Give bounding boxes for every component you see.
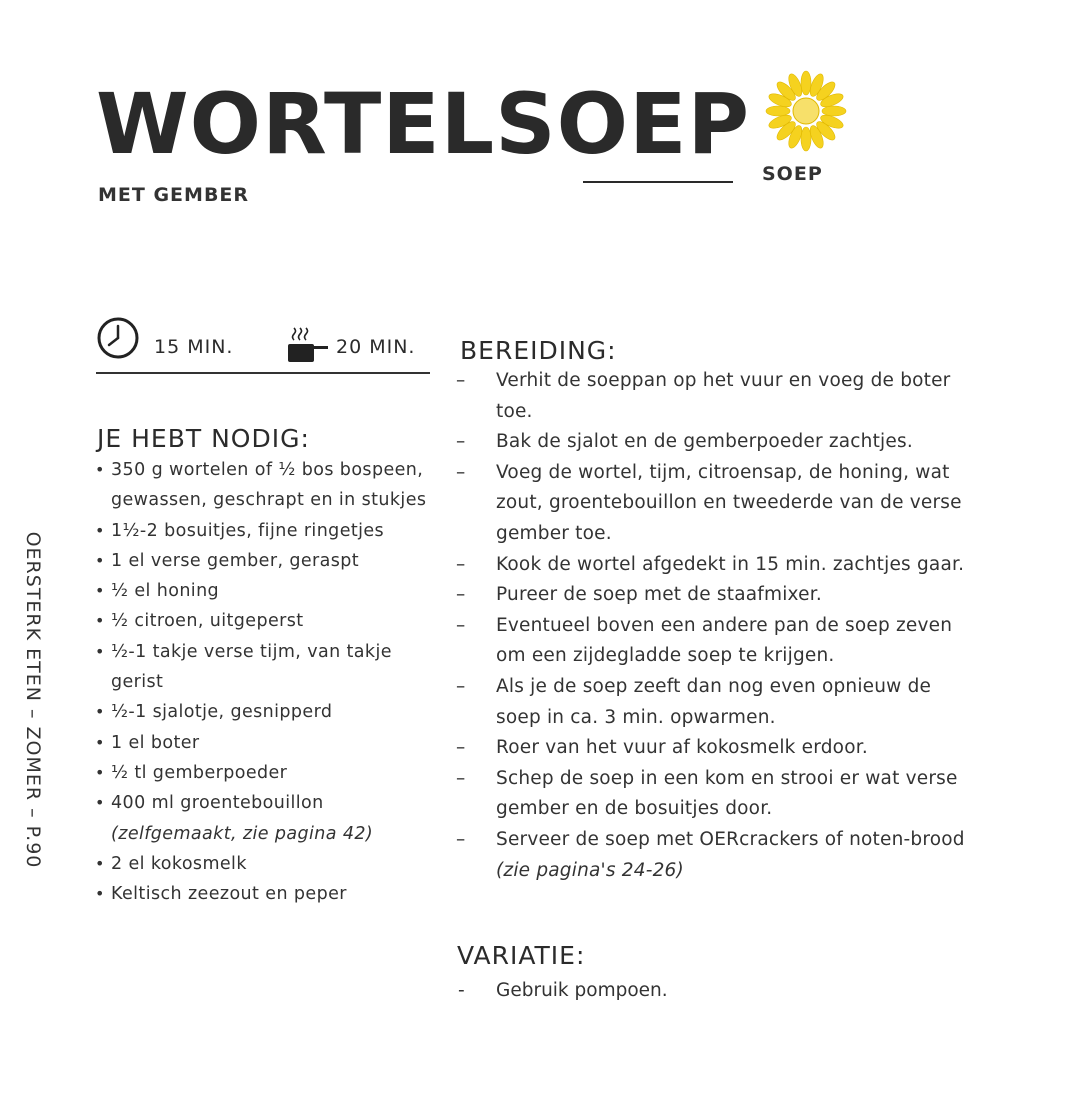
sun-icon <box>760 65 852 157</box>
ingredient-item-text: ½ tl gemberpoeder <box>111 762 288 783</box>
ingredient-item-text: 1 el boter <box>111 732 200 753</box>
ingredient-item-text: Keltisch zeezout en peper <box>111 884 347 905</box>
preparation-step <box>456 427 976 458</box>
recipe-title: WORTELSOEP <box>96 75 751 173</box>
preparation-step-note: (zie pagina's 24-26) <box>496 859 684 881</box>
preparation-step-text: Pureer de soep met de staafmixer. <box>496 584 822 606</box>
ingredient-item <box>93 728 433 758</box>
preparation-step-text: Schep de soep in een kom en strooi er wat verse gember en de bosuitjes door. <box>496 767 958 820</box>
title-underline <box>583 181 733 183</box>
times-divider <box>96 372 430 374</box>
preparation-step <box>456 825 976 886</box>
time-info <box>96 316 428 360</box>
ingredient-item <box>93 849 433 879</box>
preparation-heading: BEREIDING: <box>460 336 617 365</box>
ingredient-item <box>93 637 433 698</box>
ingredient-item-text: ½ el honing <box>111 581 220 602</box>
ingredient-item-text: 1 el verse gember, geraspt <box>111 550 360 571</box>
ingredient-item <box>93 697 433 727</box>
preparation-step-text: Als je de soep zeeft dan nog even opnieuw de soep in ca. 3 min. opwarmen. <box>496 675 932 728</box>
ingredients-list <box>93 455 433 909</box>
ingredient-item-note: (zelfgemaakt, zie pagina 42) <box>111 823 374 844</box>
preparation-step-text: Voeg de wortel, tijm, citroensap, de honing, wat zout, groentebouillon en tweederde van de verse gember toe. <box>496 461 962 544</box>
prep-time: 15 MIN. <box>154 336 234 358</box>
clock-icon <box>96 316 140 360</box>
ingredient-item <box>93 546 433 576</box>
ingredient-item-text: 350 g wortelen of ½ bos bospeen, gewassen, geschrapt en in stukjes <box>111 460 427 511</box>
recipe-subtitle: MET GEMBER <box>98 184 250 206</box>
preparation-step <box>456 733 976 764</box>
preparation-step-text: Bak de sjalot en de gemberpoeder zachtjes. <box>496 431 913 453</box>
preparation-step-text: Roer van het vuur af kokosmelk erdoor. <box>496 737 868 759</box>
ingredient-item-text: 1½-2 bosuitjes, fijne ringetjes <box>111 520 385 541</box>
ingredient-item <box>93 606 433 636</box>
preparation-step <box>456 764 976 825</box>
preparation-step <box>456 458 976 550</box>
side-page-label: OERSTERK ETEN – ZOMER – P.90 <box>22 531 44 869</box>
ingredient-item <box>93 516 433 546</box>
preparation-step-text: Serveer de soep met OERcrackers of noten-brood <box>496 828 965 850</box>
cooking-pot-icon <box>282 324 334 364</box>
preparation-step <box>456 366 976 427</box>
ingredient-item-text: ½-1 takje verse tijm, van takje gerist <box>111 641 392 693</box>
preparation-step <box>456 550 976 581</box>
ingredient-item <box>93 788 433 849</box>
preparation-step <box>456 611 976 672</box>
ingredients-heading: JE HEBT NODIG: <box>97 424 310 453</box>
ingredient-item-text: ½-1 sjalotje, gesnipperd <box>111 702 333 723</box>
ingredient-item-text: ½ citroen, uitgeperst <box>111 611 304 632</box>
variation-heading: VARIATIE: <box>457 941 586 970</box>
preparation-steps <box>456 366 976 886</box>
preparation-step <box>456 580 976 611</box>
preparation-step-text: Verhit de soeppan op het vuur en voeg de boter toe. <box>496 370 951 422</box>
ingredient-item-text: 2 el kokosmelk <box>111 853 247 874</box>
category-label: SOEP <box>762 163 823 185</box>
ingredient-item <box>93 879 433 909</box>
cook-time: 20 MIN. <box>336 336 416 358</box>
preparation-step <box>456 672 976 733</box>
variation-item-text: Gebruik pompoen. <box>496 980 668 1001</box>
preparation-step-text: Eventueel boven een andere pan de soep zeven om een zijdegladde soep te krijgen. <box>496 614 953 667</box>
ingredient-item <box>93 576 433 606</box>
variation-item <box>456 976 956 1006</box>
ingredient-item <box>93 455 433 516</box>
preparation-step-text: Kook de wortel afgedekt in 15 min. zachtjes gaar. <box>496 553 965 575</box>
ingredient-item-text: 400 ml groentebouillon <box>111 793 324 814</box>
variation-list <box>456 976 956 1006</box>
ingredient-item <box>93 758 433 788</box>
